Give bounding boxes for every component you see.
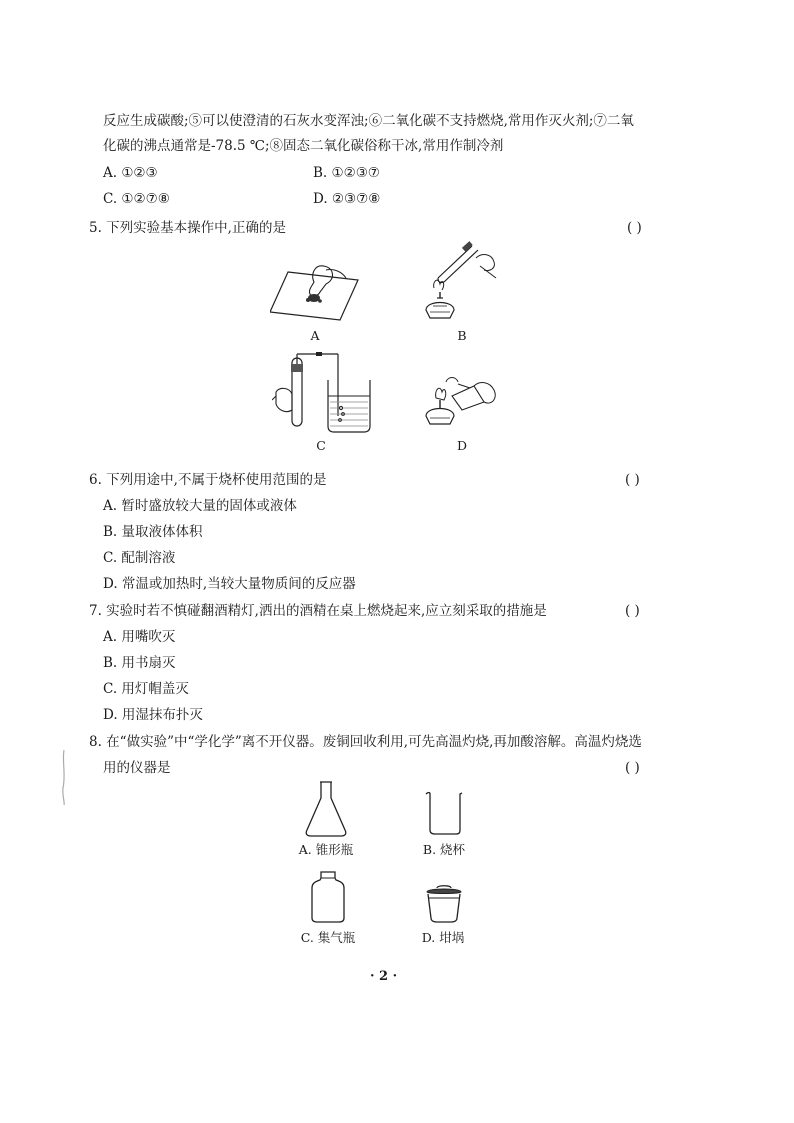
q5-caption-c: C — [316, 438, 326, 453]
q4-option-c: C. ①②⑦⑧ — [103, 191, 170, 207]
q4-continuation-line-1: 反应生成碳酸;⑤可以使澄清的石灰水变浑浊;⑥二氧化碳不支持燃烧,常用作灭火剂;⑦二氧 — [103, 113, 634, 129]
q5-answer-bracket: ( ) — [627, 220, 642, 236]
q5-figure-b-heating-test-tube — [420, 238, 500, 324]
q5-figure-d-lighting-alcohol-lamp — [422, 372, 504, 430]
q4-option-d: D. ②③⑦⑧ — [313, 191, 381, 207]
q7-option-a: A. 用嘴吹灭 — [103, 629, 176, 645]
q8-stem-line-2: 用的仪器是 — [103, 760, 171, 776]
q5-caption-a: A — [310, 328, 320, 343]
q8-stem-line-1: 8. 在“做实验”中“学化学”离不开仪器。废铜回收利用,可先高温灼烧,再加酸溶解。高温灼烧选 — [89, 734, 642, 750]
q6-option-c: C. 配制溶液 — [103, 550, 176, 566]
q6-option-a: A. 暂时盛放较大量的固体或液体 — [103, 498, 297, 514]
q8-caption-a: A. 锥形瓶 — [298, 842, 354, 857]
q7-stem: 7. 实验时若不慎碰翻酒精灯,洒出的酒精在桌上燃烧起来,应立刻采取的措施是 — [89, 603, 547, 619]
q8-caption-c: C. 集气瓶 — [300, 930, 356, 945]
q8-figure-beaker — [424, 790, 466, 836]
q8-figure-conical-flask — [303, 780, 349, 838]
q7-option-d: D. 用湿抹布扑灭 — [103, 707, 203, 723]
q7-option-b: B. 用书扇灭 — [103, 655, 176, 671]
q5-figure-a-hand-on-paper — [270, 262, 360, 322]
q4-option-a: A. ①②③ — [103, 165, 158, 181]
q4-option-b: B. ①②③⑦ — [313, 165, 380, 181]
q5-stem: 5. 下列实验基本操作中,正确的是 — [89, 220, 286, 236]
q7-answer-bracket: ( ) — [625, 603, 640, 619]
q6-option-d: D. 常温或加热时,当较大量物质间的反应器 — [103, 576, 356, 592]
q6-answer-bracket: ( ) — [625, 472, 640, 488]
q8-figure-crucible — [423, 884, 465, 924]
page-number: · 2 · — [370, 969, 398, 984]
q4-continuation-line-2: 化碳的沸点通常是-78.5 ℃;⑧固态二氧化碳俗称干冰,常用作制冷剂 — [103, 138, 504, 154]
q5-caption-d: D — [456, 438, 468, 453]
q5-figure-c-airtightness-check — [272, 350, 374, 434]
q8-caption-b: B. 烧杯 — [422, 842, 466, 857]
q7-option-c: C. 用灯帽盖灭 — [103, 681, 189, 697]
q6-option-b: B. 量取液体体积 — [103, 524, 203, 540]
q5-caption-b: B — [457, 328, 467, 343]
margin-scan-mark — [60, 748, 68, 806]
q8-answer-bracket: ( ) — [625, 760, 640, 776]
q8-figure-gas-collecting-bottle — [310, 870, 346, 924]
q8-caption-d: D. 坩埚 — [421, 930, 465, 945]
q6-stem: 6. 下列用途中,不属于烧杯使用范围的是 — [89, 472, 327, 488]
